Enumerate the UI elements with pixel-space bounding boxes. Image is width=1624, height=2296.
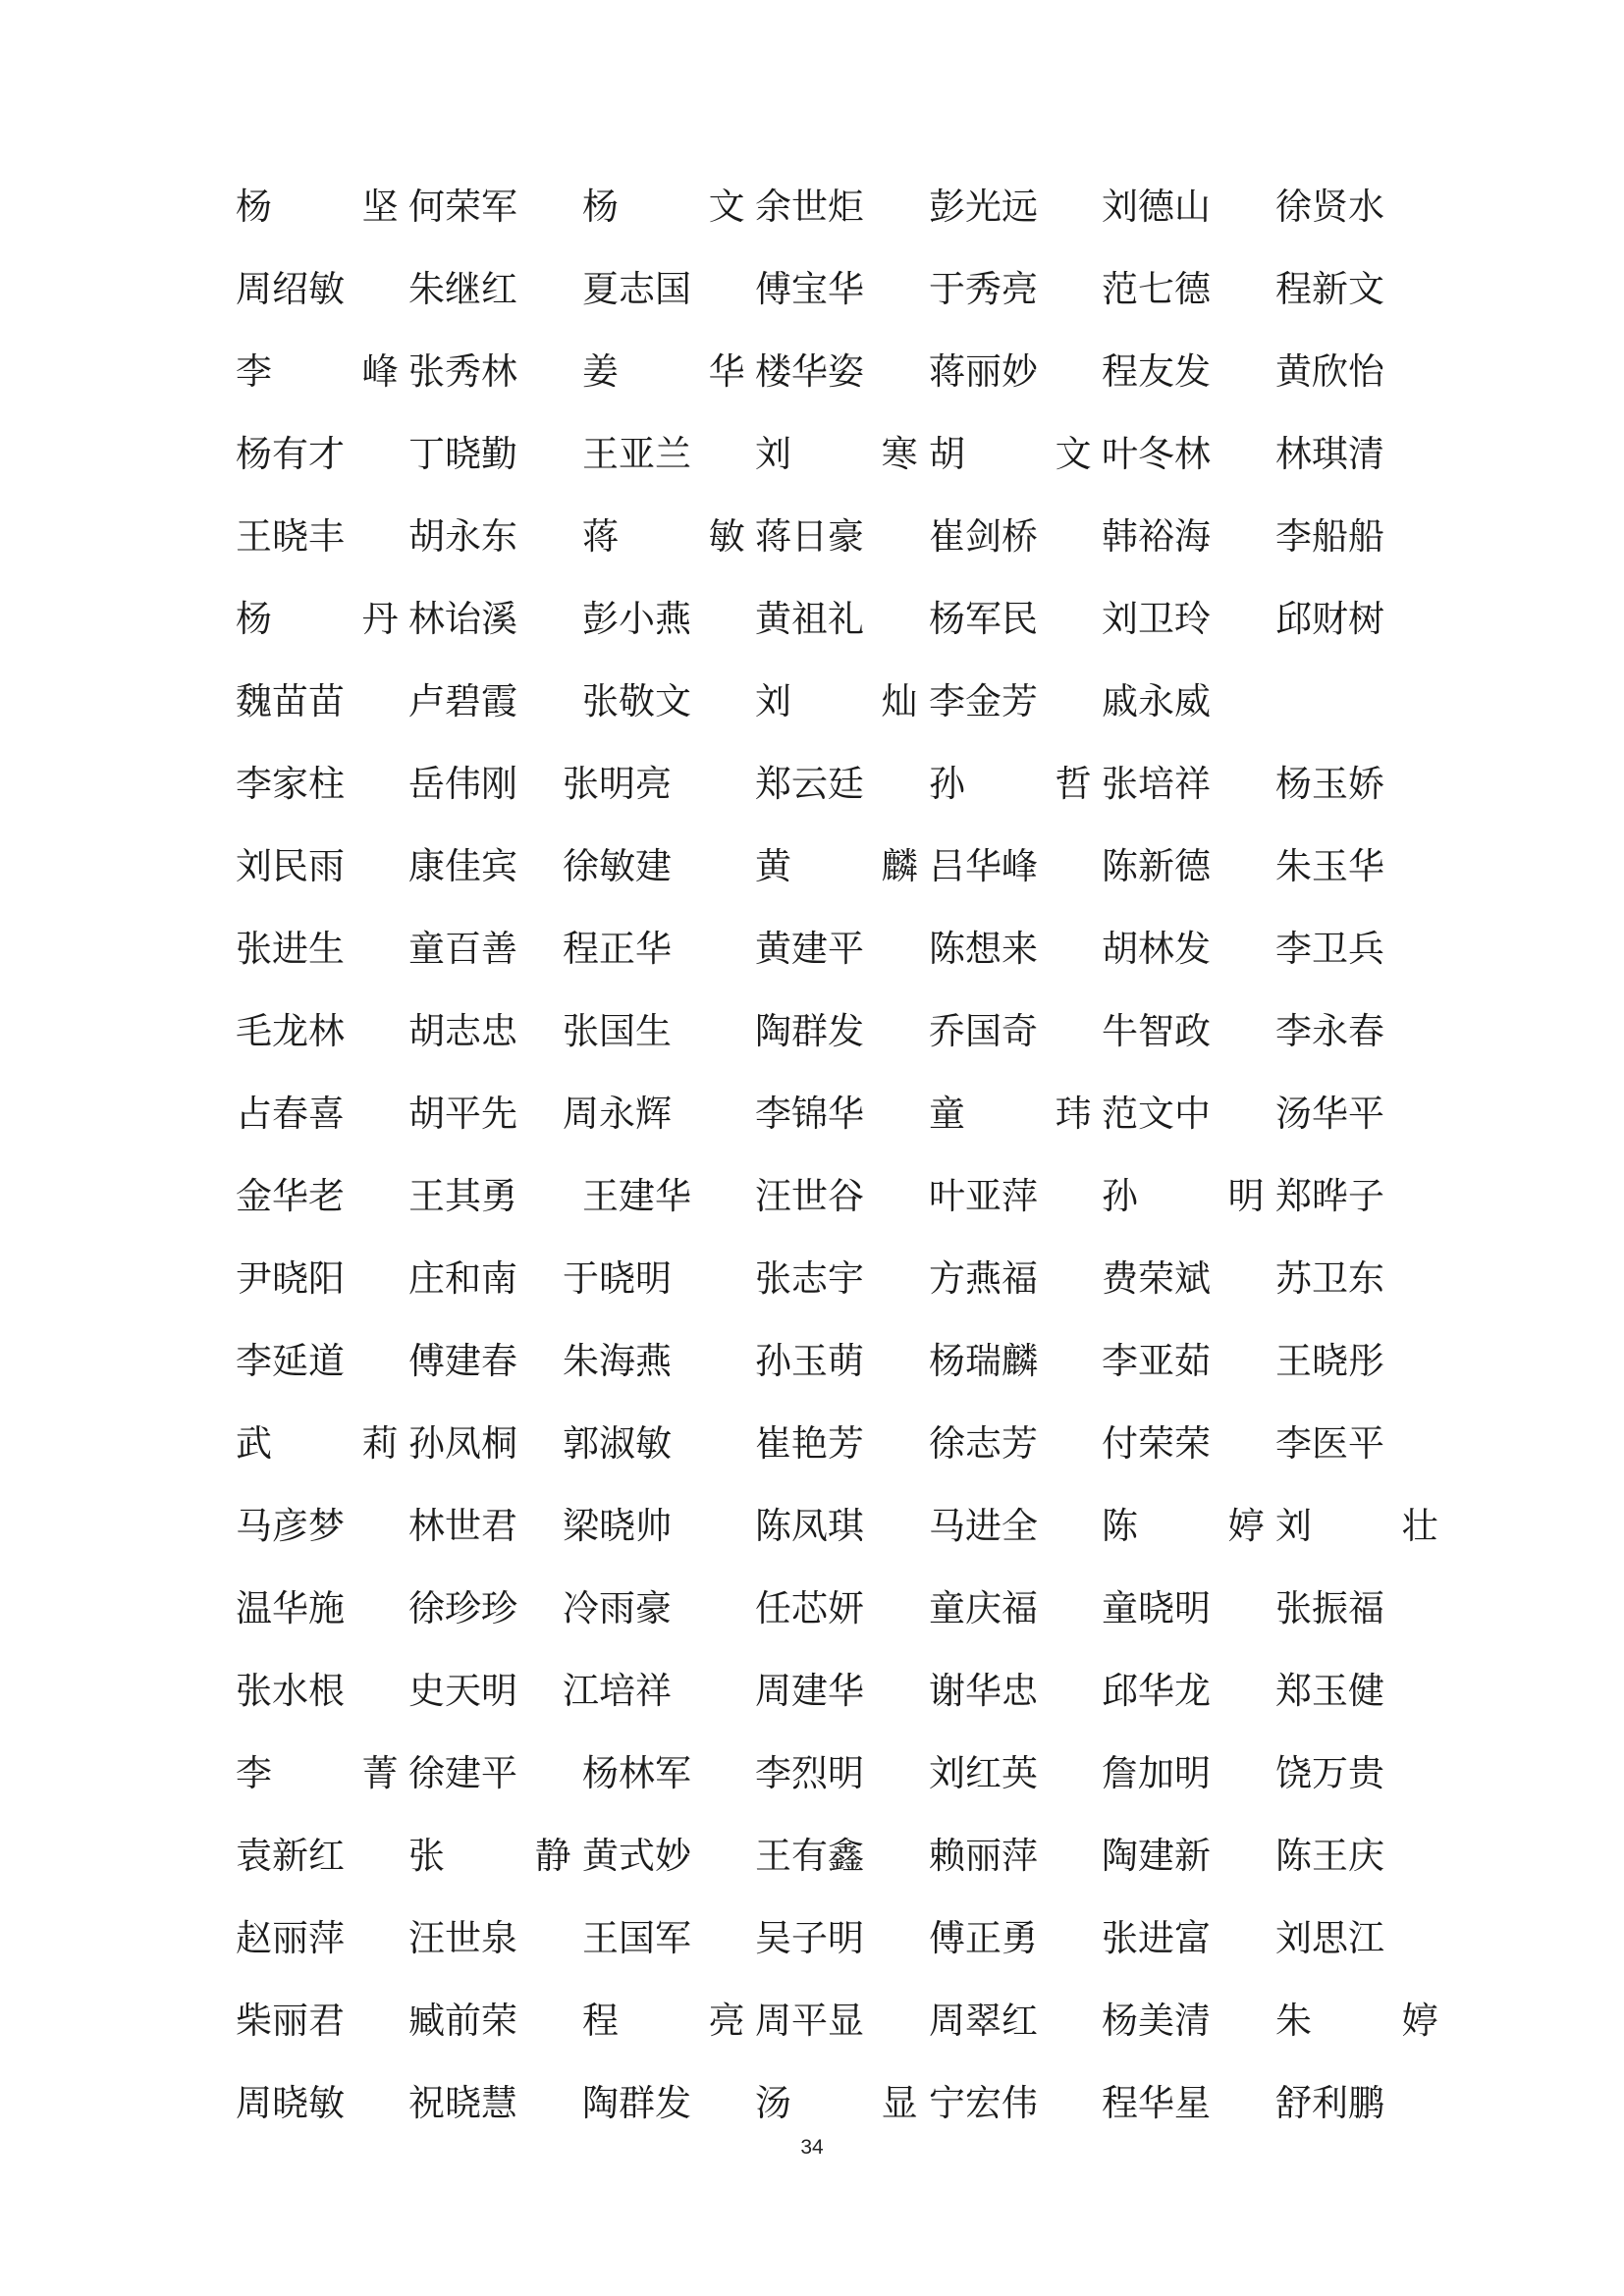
name-entry: 张水根	[236, 1670, 345, 1712]
name-entry: 李延道	[236, 1340, 345, 1382]
name-row	[0, 1662, 1624, 1721]
name-entry: 周平显	[755, 2000, 864, 2042]
page-number: 34	[800, 2136, 824, 2159]
name-entry: 陶群发	[582, 2082, 691, 2124]
name-entry: 宁宏伟	[929, 2082, 1038, 2124]
name-entry: 崔艳芳	[755, 1422, 864, 1465]
name-entry: 魏苗苗	[236, 680, 345, 722]
name-entry: 蒋 敏	[582, 515, 785, 558]
name-entry: 程新文	[1275, 268, 1384, 310]
name-entry: 詹加明	[1102, 1752, 1211, 1794]
name-entry: 方燕福	[929, 1257, 1038, 1300]
name-entry: 周永辉	[563, 1093, 672, 1135]
name-entry: 傅建春	[408, 1340, 517, 1382]
name-entry: 苏卫东	[1275, 1257, 1384, 1300]
name-entry: 祝晓慧	[408, 2082, 517, 2124]
name-row	[0, 672, 1624, 731]
name-row	[0, 343, 1624, 401]
name-entry: 汤华平	[1275, 1093, 1384, 1135]
name-entry: 汪世泉	[408, 1917, 517, 1959]
name-entry: 徐敏建	[563, 845, 672, 887]
name-entry: 乔国奇	[929, 1010, 1038, 1052]
name-row	[0, 1497, 1624, 1556]
name-entry: 汪世谷	[755, 1175, 864, 1217]
name-entry: 林世君	[408, 1505, 517, 1547]
name-row	[0, 1744, 1624, 1803]
name-entry: 余世炬	[755, 186, 864, 228]
name-row	[0, 1992, 1624, 2051]
name-entry: 张国生	[563, 1010, 672, 1052]
name-entry: 丁晓勤	[408, 433, 517, 475]
name-entry: 胡 文	[929, 433, 1131, 475]
name-entry: 江培祥	[563, 1670, 672, 1712]
name-entry: 于秀亮	[929, 268, 1038, 310]
name-entry: 郭淑敏	[563, 1422, 672, 1465]
name-entry: 岳伟刚	[408, 763, 517, 805]
name-row	[0, 1909, 1624, 1968]
name-entry: 童百善	[408, 928, 517, 970]
name-entry: 刘思江	[1275, 1917, 1384, 1959]
name-entry: 邱华龙	[1102, 1670, 1211, 1712]
name-entry: 陈王庆	[1275, 1835, 1384, 1877]
name-entry: 彭小燕	[582, 598, 691, 640]
name-entry: 尹晓阳	[236, 1257, 345, 1300]
name-entry: 马进全	[929, 1505, 1038, 1547]
name-entry: 姜 华	[582, 350, 785, 393]
name-entry: 马彦梦	[236, 1505, 345, 1547]
name-entry: 刘卫玲	[1102, 598, 1211, 640]
name-entry: 徐贤水	[1275, 186, 1384, 228]
name-entry: 陈凤琪	[755, 1505, 864, 1547]
name-entry: 彭光远	[929, 186, 1038, 228]
name-entry: 臧前荣	[408, 2000, 517, 2042]
name-entry: 张秀林	[408, 350, 517, 393]
name-entry: 朱海燕	[563, 1340, 672, 1382]
name-entry: 黄祖礼	[755, 598, 864, 640]
name-entry: 吴子明	[755, 1917, 864, 1959]
name-entry: 李 峰	[236, 350, 438, 393]
name-entry: 柴丽君	[236, 2000, 345, 2042]
name-entry: 李船船	[1275, 515, 1384, 558]
name-entry: 赖丽萍	[929, 1835, 1038, 1877]
name-entry: 谢华忠	[929, 1670, 1038, 1712]
name-entry: 刘 壮	[1275, 1505, 1478, 1547]
name-entry: 付荣荣	[1102, 1422, 1211, 1465]
name-entry: 冷雨豪	[563, 1587, 672, 1629]
name-entry: 汤 显	[755, 2082, 957, 2124]
name-entry: 何荣军	[408, 186, 517, 228]
name-entry: 胡志忠	[408, 1010, 517, 1052]
name-entry: 楼华姿	[755, 350, 864, 393]
name-entry: 史天明	[408, 1670, 517, 1712]
name-entry: 黄欣怡	[1275, 350, 1384, 393]
name-entry: 王晓彤	[1275, 1340, 1384, 1382]
name-entry: 王有鑫	[755, 1835, 864, 1877]
name-entry: 李金芳	[929, 680, 1038, 722]
name-entry: 叶冬林	[1102, 433, 1211, 475]
name-row	[0, 1002, 1624, 1061]
name-row	[0, 1827, 1624, 1886]
name-entry: 温华施	[236, 1587, 345, 1629]
name-entry: 胡永东	[408, 515, 517, 558]
name-entry: 杨林军	[582, 1752, 691, 1794]
name-entry: 范七德	[1102, 268, 1211, 310]
name-entry: 程友发	[1102, 350, 1211, 393]
name-entry: 杨有才	[236, 433, 345, 475]
name-entry: 孙 明	[1102, 1175, 1304, 1217]
name-entry: 范文中	[1102, 1093, 1211, 1135]
name-entry: 孙玉萌	[755, 1340, 864, 1382]
name-entry: 王晓丰	[236, 515, 345, 558]
name-entry: 李家柱	[236, 763, 345, 805]
name-entry: 朱继红	[408, 268, 517, 310]
name-entry: 梁晓帅	[563, 1505, 672, 1547]
name-entry: 李永春	[1275, 1010, 1384, 1052]
name-entry: 张进富	[1102, 1917, 1211, 1959]
name-entry: 朱玉华	[1275, 845, 1384, 887]
name-entry: 周建华	[755, 1670, 864, 1712]
name-entry: 戚永威	[1102, 680, 1211, 722]
name-entry: 林诒溪	[408, 598, 517, 640]
name-entry: 李锦华	[755, 1093, 864, 1135]
name-entry: 郑晔子	[1275, 1175, 1384, 1217]
name-entry: 林琪清	[1275, 433, 1384, 475]
name-entry: 杨 文	[582, 186, 785, 228]
name-entry: 牛智政	[1102, 1010, 1211, 1052]
name-entry: 叶亚萍	[929, 1175, 1038, 1217]
name-entry: 胡平先	[408, 1093, 517, 1135]
name-entry: 张培祥	[1102, 763, 1211, 805]
name-entry: 金华老	[236, 1175, 345, 1217]
name-entry: 童庆福	[929, 1587, 1038, 1629]
name-entry: 徐珍珍	[408, 1587, 517, 1629]
name-entry: 程正华	[563, 928, 672, 970]
name-entry: 胡林发	[1102, 928, 1211, 970]
name-entry: 刘 灿	[755, 680, 957, 722]
name-row	[0, 1250, 1624, 1308]
name-entry: 刘红英	[929, 1752, 1038, 1794]
name-entry: 杨瑞麟	[929, 1340, 1038, 1382]
name-entry: 程 亮	[582, 2000, 785, 2042]
name-entry: 周翠红	[929, 2000, 1038, 2042]
name-entry: 陶建新	[1102, 1835, 1211, 1877]
name-row	[0, 425, 1624, 484]
name-entry: 夏志国	[582, 268, 691, 310]
name-entry: 徐建平	[408, 1752, 517, 1794]
name-entry: 朱 婷	[1275, 2000, 1478, 2042]
name-row	[0, 755, 1624, 814]
name-entry: 卢碧霞	[408, 680, 517, 722]
name-entry: 童晓明	[1102, 1587, 1211, 1629]
name-entry: 周晓敏	[236, 2082, 345, 2124]
name-entry: 孙凤桐	[408, 1422, 517, 1465]
name-entry: 杨美清	[1102, 2000, 1211, 2042]
name-entry: 王国军	[582, 1917, 691, 1959]
name-row	[0, 837, 1624, 896]
name-entry: 任芯妍	[755, 1587, 864, 1629]
name-entry: 李亚茹	[1102, 1340, 1211, 1382]
name-entry: 王亚兰	[582, 433, 691, 475]
name-entry: 杨 坚	[236, 186, 438, 228]
name-entry: 袁新红	[236, 1835, 345, 1877]
name-entry: 蒋日豪	[755, 515, 864, 558]
name-entry: 黄建平	[755, 928, 864, 970]
name-entry: 费荣斌	[1102, 1257, 1211, 1300]
name-row	[0, 590, 1624, 649]
name-entry: 李医平	[1275, 1422, 1384, 1465]
name-entry: 杨 丹	[236, 598, 438, 640]
name-entry: 程华星	[1102, 2082, 1211, 2124]
name-entry: 周绍敏	[236, 268, 345, 310]
name-entry: 蒋丽妙	[929, 350, 1038, 393]
name-entry: 李 菁	[236, 1752, 438, 1794]
name-entry: 刘 寒	[755, 433, 957, 475]
name-entry: 李卫兵	[1275, 928, 1384, 970]
name-row	[0, 1332, 1624, 1391]
name-entry: 郑玉健	[1275, 1670, 1384, 1712]
name-entry: 王其勇	[408, 1175, 517, 1217]
name-entry: 张 静	[408, 1835, 611, 1877]
name-row	[0, 920, 1624, 979]
name-entry: 赵丽萍	[236, 1917, 345, 1959]
name-row	[0, 178, 1624, 237]
name-entry: 王建华	[582, 1175, 691, 1217]
name-entry: 于晓明	[563, 1257, 672, 1300]
name-entry: 庄和南	[408, 1257, 517, 1300]
name-entry: 占春喜	[236, 1093, 345, 1135]
name-entry: 陈想来	[929, 928, 1038, 970]
name-entry: 傅宝华	[755, 268, 864, 310]
name-entry: 刘民雨	[236, 845, 345, 887]
name-entry: 杨军民	[929, 598, 1038, 640]
name-entry: 陈新德	[1102, 845, 1211, 887]
name-entry: 张明亮	[563, 763, 672, 805]
name-entry: 康佳宾	[408, 845, 517, 887]
name-entry: 邱财树	[1275, 598, 1384, 640]
name-entry: 孙 哲	[929, 763, 1131, 805]
name-row	[0, 1167, 1624, 1226]
name-entry: 饶万贵	[1275, 1752, 1384, 1794]
name-entry: 杨玉娇	[1275, 763, 1384, 805]
name-entry: 黄式妙	[582, 1835, 691, 1877]
name-entry: 郑云廷	[755, 763, 864, 805]
name-entry: 张志宇	[755, 1257, 864, 1300]
name-row	[0, 1579, 1624, 1638]
name-entry: 傅正勇	[929, 1917, 1038, 1959]
name-entry: 舒利鹏	[1275, 2082, 1384, 2124]
name-entry: 徐志芳	[929, 1422, 1038, 1465]
name-entry: 黄 麟	[755, 845, 957, 887]
name-entry: 吕华峰	[929, 845, 1038, 887]
name-row	[0, 260, 1624, 319]
name-entry: 童 玮	[929, 1093, 1131, 1135]
name-row	[0, 507, 1624, 566]
name-entry: 韩裕海	[1102, 515, 1211, 558]
name-entry: 张敬文	[582, 680, 691, 722]
name-entry: 武 莉	[236, 1422, 438, 1465]
name-row	[0, 1415, 1624, 1473]
name-entry: 刘德山	[1102, 186, 1211, 228]
name-entry: 毛龙林	[236, 1010, 345, 1052]
name-entry: 李烈明	[755, 1752, 864, 1794]
name-entry: 张进生	[236, 928, 345, 970]
name-entry: 陈 婷	[1102, 1505, 1304, 1547]
name-entry: 陶群发	[755, 1010, 864, 1052]
name-entry: 崔剑桥	[929, 515, 1038, 558]
name-row	[0, 2074, 1624, 2133]
name-entry: 张振福	[1275, 1587, 1384, 1629]
name-row	[0, 1085, 1624, 1144]
